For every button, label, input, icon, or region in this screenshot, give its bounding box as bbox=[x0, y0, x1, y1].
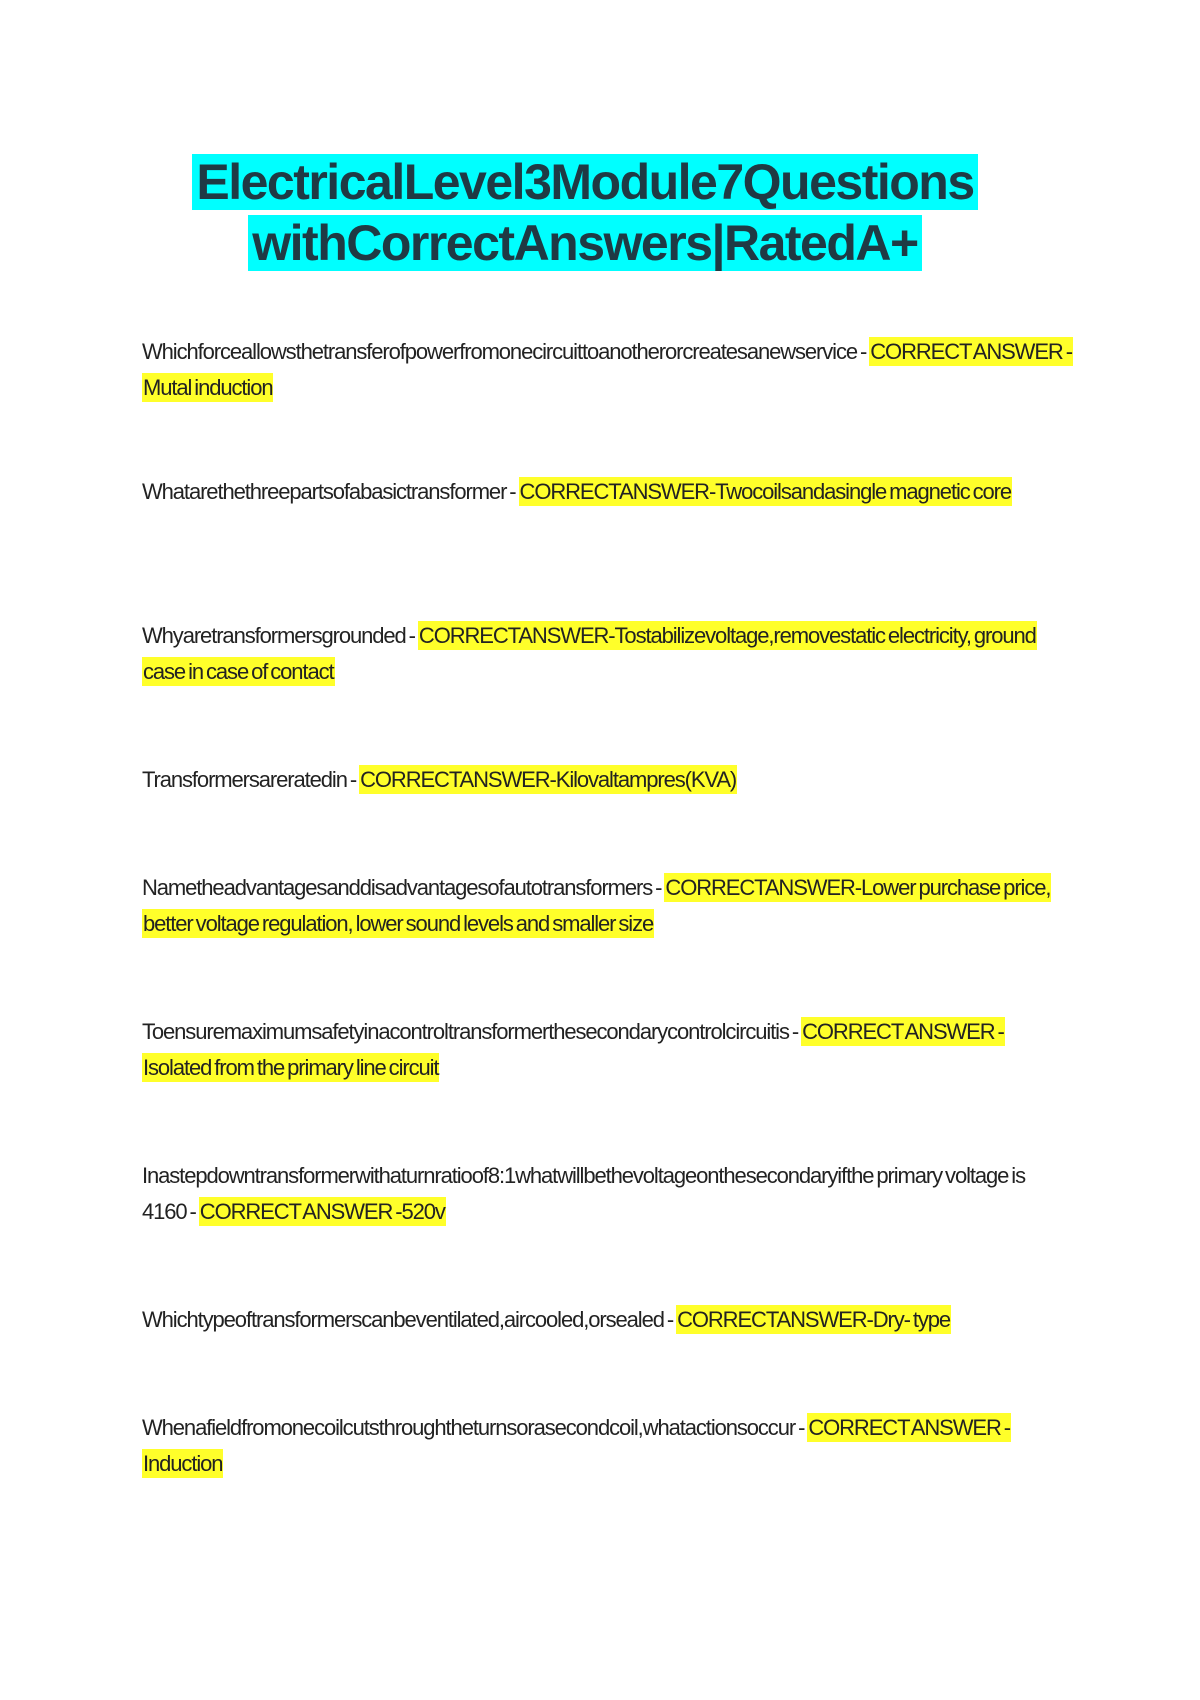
question-text: Whyaretransformersgrounded - bbox=[142, 623, 418, 648]
title-line-2: withCorrectAnswers|RatedA+ bbox=[248, 215, 921, 271]
answer-text: CORRECT ANSWER -Isolated from the primary line circuit bbox=[143, 1019, 1004, 1080]
qa-item-8 bbox=[142, 1302, 1072, 1338]
answer-text: CORRECTANSWER-Lower purchase price, better voltage regulation, lower sound levels and smaller size bbox=[143, 875, 1051, 936]
qa-item-6 bbox=[142, 1014, 1072, 1086]
answer-text: CORRECT ANSWER -Induction bbox=[143, 1415, 1011, 1476]
qa-item-9 bbox=[142, 1410, 1072, 1482]
title-line-1: ElectricalLevel3Module7Questions bbox=[192, 154, 977, 210]
answer-text: CORRECTANSWER-Tostabilizevoltage,removestatic electricity, ground case in case of contact bbox=[143, 623, 1036, 684]
answer-text: CORRECTANSWER-Twocoilsandasingle magnetic core bbox=[519, 479, 1012, 504]
question-text: Transformersareratedin - bbox=[142, 767, 360, 792]
qa-item-2 bbox=[142, 474, 1072, 510]
answer-text: CORRECT ANSWER -Mutal induction bbox=[143, 339, 1072, 400]
qa-item-4 bbox=[142, 762, 1072, 798]
qa-item-1 bbox=[142, 334, 1072, 406]
question-text: Nametheadvantagesanddisadvantagesofautotransformers - bbox=[142, 875, 665, 900]
question-text: Whenafieldfromonecoilcutsthroughtheturnsorasecondcoil,whatactionsoccur - bbox=[142, 1415, 808, 1440]
question-text: Toensuremaximumsafetyinacontroltransformerthesecondarycontrolcircuitis - bbox=[142, 1019, 802, 1044]
qa-item-7 bbox=[142, 1158, 1072, 1230]
document-title bbox=[0, 152, 1170, 274]
qa-item-5 bbox=[142, 870, 1072, 942]
question-text: Whatarethethreepartsofabasictransformer - bbox=[142, 479, 519, 504]
question-text: Whichforceallowsthetransferofpowerfromonecircuittoanotherorcreatesanewservice - bbox=[142, 339, 870, 364]
question-text: Whichtypeoftransformerscanbeventilated,aircooled,orsealed - bbox=[142, 1307, 677, 1332]
question-text: Inastepdowntransformerwithaturnratioof8:1whatwillbethevoltageonthesecondaryifthe primary voltage is 4160 - bbox=[142, 1163, 1025, 1224]
answer-text: CORRECT ANSWER -520v bbox=[199, 1199, 445, 1224]
answer-text: CORRECTANSWER-Kilovaltampres(KVA) bbox=[360, 767, 737, 792]
qa-item-3 bbox=[142, 618, 1072, 690]
answer-text: CORRECTANSWER-Dry- type bbox=[677, 1307, 951, 1332]
